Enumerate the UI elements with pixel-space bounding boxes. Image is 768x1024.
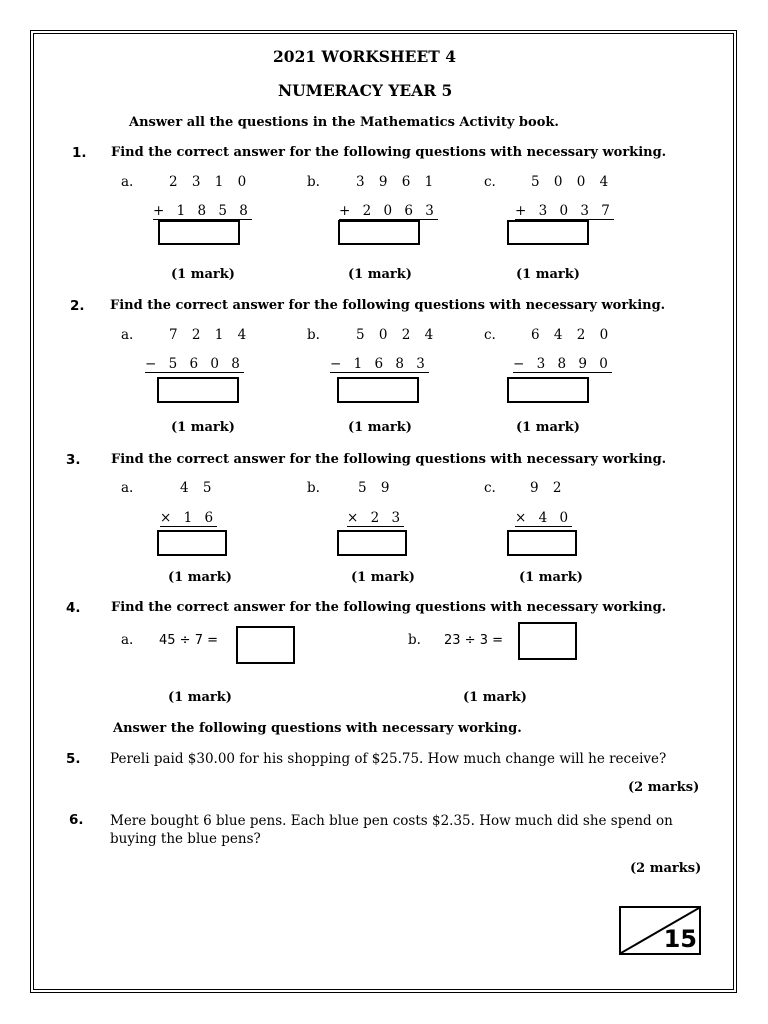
q3c-operand: × 4 0 xyxy=(515,510,573,526)
q2a-label: a. xyxy=(121,327,134,343)
general-instruction: Answer all the questions in the Mathematics Activity book. xyxy=(129,115,559,130)
q2a-top-number: 7 2 1 4 xyxy=(169,327,252,343)
q4b-expression: 23 ÷ 3 = xyxy=(444,633,503,648)
q3a-marks: (1 mark) xyxy=(168,570,232,585)
q2b-marks: (1 mark) xyxy=(348,420,412,435)
score-total: 15 xyxy=(663,925,697,953)
q4a-answer-box[interactable] xyxy=(236,626,295,664)
q1a-answer-box[interactable] xyxy=(158,220,240,245)
question-4-prompt: Find the correct answer for the following questions with necessary working. xyxy=(111,600,667,615)
q2c-operand: − 3 8 9 0 xyxy=(513,356,612,372)
q2b-answer-box[interactable] xyxy=(337,377,419,403)
q2a-marks: (1 mark) xyxy=(171,420,235,435)
worksheet-title: 2021 WORKSHEET 4 xyxy=(273,47,456,66)
q1b-marks: (1 mark) xyxy=(348,267,412,282)
question-5-number: 5. xyxy=(66,751,81,767)
question-5-marks: (2 marks) xyxy=(628,780,700,795)
q2c-marks: (1 mark) xyxy=(516,420,580,435)
q2a-answer-box[interactable] xyxy=(157,377,239,403)
q1a-top-number: 2 3 1 0 xyxy=(169,174,252,190)
q4b-marks: (1 mark) xyxy=(463,690,527,705)
q3b-marks: (1 mark) xyxy=(351,570,415,585)
q3c-marks: (1 mark) xyxy=(519,570,583,585)
q1c-top-number: 5 0 0 4 xyxy=(531,174,614,190)
q3c-top-number: 9 2 xyxy=(530,480,567,496)
q1c-label: c. xyxy=(484,174,496,190)
q3a-label: a. xyxy=(121,480,134,496)
q3a-answer-box[interactable] xyxy=(157,530,227,556)
q2a-operand: − 5 6 0 8 xyxy=(145,356,244,372)
q1c-answer-box[interactable] xyxy=(507,220,589,245)
q3b-answer-box[interactable] xyxy=(337,530,407,556)
q2b-operand: − 1 6 8 3 xyxy=(330,356,429,372)
question-3-number: 3. xyxy=(66,452,81,468)
q3b-top-number: 5 9 xyxy=(358,480,395,496)
q2c-answer-box[interactable] xyxy=(507,377,589,403)
q3c-label: c. xyxy=(484,480,496,496)
q1b-label: b. xyxy=(307,174,320,190)
question-5-text: Pereli paid $30.00 for his shopping of $25.75. How much change will he receive? xyxy=(110,751,667,767)
q2c-top-number: 6 4 2 0 xyxy=(531,327,614,343)
question-3-prompt: Find the correct answer for the following questions with necessary working. xyxy=(111,452,667,467)
q1a-operand: + 1 8 5 8 xyxy=(153,203,252,219)
q3b-label: b. xyxy=(307,480,320,496)
question-6-marks: (2 marks) xyxy=(630,861,702,876)
q4b-answer-box[interactable] xyxy=(518,622,577,660)
q3a-top-number: 4 5 xyxy=(180,480,217,496)
section-2-instruction: Answer the following questions with necessary working. xyxy=(113,721,522,736)
q4b-label: b. xyxy=(408,632,421,648)
question-2-prompt: Find the correct answer for the following questions with necessary working. xyxy=(110,298,666,313)
q3c-answer-box[interactable] xyxy=(507,530,577,556)
q4a-marks: (1 mark) xyxy=(168,690,232,705)
score-box xyxy=(619,906,701,955)
q3a-operand: × 1 6 xyxy=(160,510,218,526)
question-1-number: 1. xyxy=(72,145,87,161)
q1a-marks: (1 mark) xyxy=(171,267,235,282)
question-4-number: 4. xyxy=(66,600,81,616)
q1c-operand: + 3 0 3 7 xyxy=(515,203,614,219)
worksheet-subtitle: NUMERACY YEAR 5 xyxy=(278,81,453,100)
q2c-label: c. xyxy=(484,327,496,343)
question-1-prompt: Find the correct answer for the following questions with necessary working. xyxy=(111,145,667,160)
question-6-text: Mere bought 6 blue pens. Each blue pen costs $2.35. How much did she spend on buying the blue pens? xyxy=(110,813,673,847)
q2b-label: b. xyxy=(307,327,320,343)
q4a-expression: 45 ÷ 7 = xyxy=(159,633,218,648)
question-2-number: 2. xyxy=(70,298,85,314)
q4a-label: a. xyxy=(121,632,134,648)
q2b-top-number: 5 0 2 4 xyxy=(356,327,439,343)
q3b-operand: × 2 3 xyxy=(347,510,405,526)
q1b-answer-box[interactable] xyxy=(338,220,420,245)
q1c-marks: (1 mark) xyxy=(516,267,580,282)
question-6-number: 6. xyxy=(69,812,84,828)
q1b-top-number: 3 9 6 1 xyxy=(356,174,439,190)
q1b-operand: + 2 0 6 3 xyxy=(339,203,438,219)
q1a-label: a. xyxy=(121,174,134,190)
